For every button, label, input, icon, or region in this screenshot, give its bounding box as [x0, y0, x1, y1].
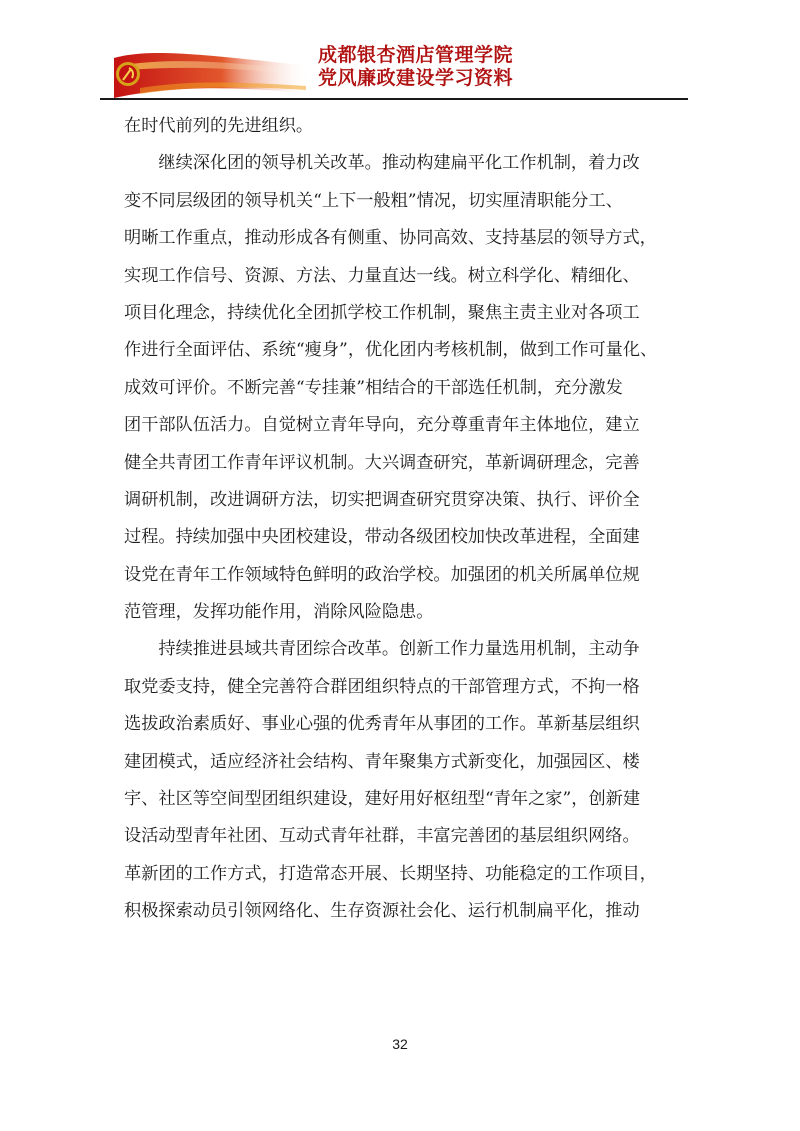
header-title-line-2: 党风廉政建设学习资料 [318, 67, 514, 89]
header-divider [100, 98, 688, 100]
page-header [0, 0, 800, 102]
body-line: 继续深化团的领导机关改革。推动构建扁平化工作机制，着力改 [124, 153, 640, 174]
header-title-line-1: 成都银杏酒店管理学院 [318, 44, 514, 66]
document-body [124, 108, 684, 931]
body-line: 革新团的工作方式，打造常态开展、长期坚持、功能稳定的工作项目， [124, 863, 657, 884]
body-line: 变不同层级团的领导机关“上下一般粗”情况，切实厘清职能分工、 [124, 190, 623, 211]
party-emblem-icon [110, 44, 310, 100]
body-line: 在时代前列的先进组织。 [124, 116, 314, 136]
body-line: 健全共青团工作青年评议机制。大兴调查研究，革新调研理念，完善 [124, 452, 640, 473]
body-line: 积极探索动员引领网络化、生存资源社会化、运行机制扁平化，推动 [124, 901, 640, 922]
body-line: 选拔政治素质好、事业心强的优秀青年从事团的工作。革新基层组织 [124, 714, 640, 735]
body-line: 作进行全面评估、系统“瘦身”，优化团内考核机制，做到工作可量化、 [124, 340, 658, 361]
body-line: 宇、社区等空间型团组织建设，建好用好枢纽型“青年之家”，创新建 [124, 789, 641, 810]
body-line: 明晰工作重点，推动形成各有侧重、协同高效、支持基层的领导方式， [124, 228, 657, 249]
body-line: 持续推进县域共青团综合改革。创新工作力量选用机制，主动争 [124, 639, 640, 660]
body-line: 范管理，发挥功能作用，消除风险隐患。 [124, 602, 434, 623]
body-line: 调研机制，改进调研方法，切实把调查研究贯穿决策、执行、评价全 [124, 489, 640, 510]
body-line: 团干部队伍活力。自觉树立青年导向，充分尊重青年主体地位，建立 [124, 415, 640, 436]
header-title [318, 44, 513, 90]
page-number: 32 [392, 1036, 408, 1052]
body-line: 设活动型青年社团、互动式青年社群，丰富完善团的基层组织网络。 [124, 826, 640, 847]
body-line: 设党在青年工作领域特色鲜明的政治学校。加强团的机关所属单位规 [124, 564, 640, 585]
body-line: 成效可评价。不断完善“专挂兼”相结合的干部选任机制，充分激发 [124, 377, 623, 398]
body-line: 实现工作信号、资源、方法、力量直达一线。树立科学化、精细化、 [124, 265, 640, 286]
body-line: 建团模式，适应经济社会结构、青年聚集方式新变化，加强园区、楼 [124, 751, 640, 772]
body-line: 过程。持续加强中央团校建设，带动各级团校加快改革进程，全面建 [124, 527, 640, 548]
body-line: 项目化理念，持续优化全团抓学校工作机制，聚焦主责主业对各项工 [124, 302, 640, 323]
body-line: 取党委支持，健全完善符合群团组织特点的干部管理方式，不拘一格 [124, 676, 640, 697]
